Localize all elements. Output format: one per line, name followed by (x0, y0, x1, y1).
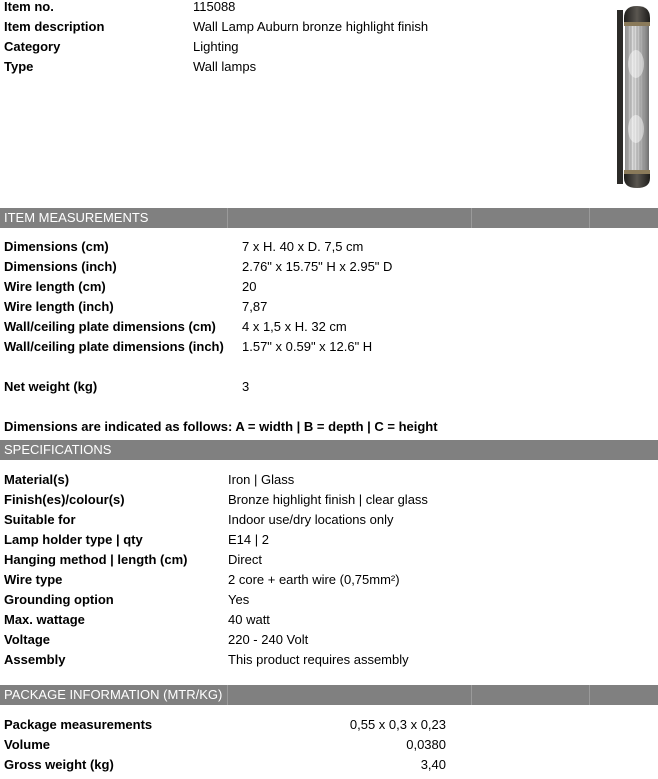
category-value: Lighting (193, 39, 239, 54)
package-value: 0,0380 (406, 737, 446, 752)
net-weight-label: Net weight (kg) (4, 379, 98, 394)
item-number-value: 115088 (193, 0, 236, 14)
spec-label: Max. wattage (4, 612, 85, 627)
spec-label: Grounding option (4, 592, 114, 607)
package-value: 0,55 x 0,3 x 0,23 (349, 717, 446, 732)
measurement-label: Wall/ceiling plate dimensions (inch) (4, 339, 224, 354)
measurement-label: Dimensions (inch) (4, 259, 117, 274)
type-value: Wall lamps (193, 59, 257, 74)
spec-value: 220 - 240 Volt (228, 632, 309, 647)
type-label: Type (4, 59, 34, 74)
net-weight-value: 3 (242, 379, 250, 394)
spec-value: Bronze highlight finish | clear glass (228, 492, 428, 507)
measurement-label: Dimensions (cm) (4, 239, 109, 254)
item-number-label: Item no. (4, 0, 54, 14)
package-row (0, 735, 446, 755)
dimensions-note-text: Dimensions are indicated as follows: A = width | B = depth | C = height (4, 419, 438, 434)
spec-value: 2 core + earth wire (0,75mm²) (228, 572, 400, 587)
wall-lamp-product-icon (614, 4, 654, 190)
package-row (0, 715, 446, 735)
specifications-title: SPECIFICATIONS (4, 442, 112, 457)
measurement-value: 20 (242, 279, 257, 294)
measurement-value: 4 x 1,5 x H. 32 cm (242, 319, 347, 334)
spec-value: Iron | Glass (228, 472, 295, 487)
package-value: 3,40 (420, 757, 446, 772)
header-grid-line (589, 685, 590, 705)
measurement-label: Wall/ceiling plate dimensions (cm) (4, 319, 216, 334)
header-grid-line (589, 208, 590, 228)
spec-label: Assembly (4, 652, 66, 667)
measurement-value: 7,87 (242, 299, 268, 314)
item-measurements-title: ITEM MEASUREMENTS (4, 210, 149, 225)
spec-value: 40 watt (228, 612, 270, 627)
item-measurements-header (0, 208, 658, 228)
spec-label: Material(s) (4, 472, 70, 487)
category-label: Category (4, 39, 61, 54)
spec-label: Lamp holder type | qty (4, 532, 143, 547)
measurement-value: 2.76" x 15.75" H x 2.95" D (242, 259, 393, 274)
measurement-label: Wire length (cm) (4, 279, 106, 294)
spec-value: Indoor use/dry locations only (228, 512, 394, 527)
spec-label: Wire type (4, 572, 63, 587)
spec-label: Voltage (4, 632, 50, 647)
package-label: Gross weight (kg) (4, 757, 114, 772)
item-description-value: Wall Lamp Auburn bronze highlight finish (193, 19, 429, 34)
package-row (0, 755, 446, 775)
measurement-label: Wire length (inch) (4, 299, 114, 314)
spec-label: Finish(es)/colour(s) (4, 492, 125, 507)
header-grid-line (227, 685, 228, 705)
package-label: Package measurements (4, 717, 153, 732)
item-description-label: Item description (4, 19, 105, 34)
spec-value: Direct (228, 552, 262, 567)
package-label: Volume (4, 737, 50, 752)
header-grid-line (227, 208, 228, 228)
spec-value: Yes (228, 592, 250, 607)
measurement-value: 7 x H. 40 x D. 7,5 cm (242, 239, 364, 254)
spec-label: Suitable for (4, 512, 76, 527)
spec-label: Hanging method | length (cm) (4, 552, 188, 567)
header-grid-line (471, 208, 472, 228)
measurement-value: 1.57" x 0.59" x 12.6" H (242, 339, 373, 354)
specifications-header (0, 440, 658, 460)
package-information-header (0, 685, 658, 705)
spec-value: E14 | 2 (228, 532, 269, 547)
header-grid-line (471, 685, 472, 705)
spec-value: This product requires assembly (228, 652, 409, 667)
package-information-title: PACKAGE INFORMATION (MTR/KG) (4, 687, 223, 702)
